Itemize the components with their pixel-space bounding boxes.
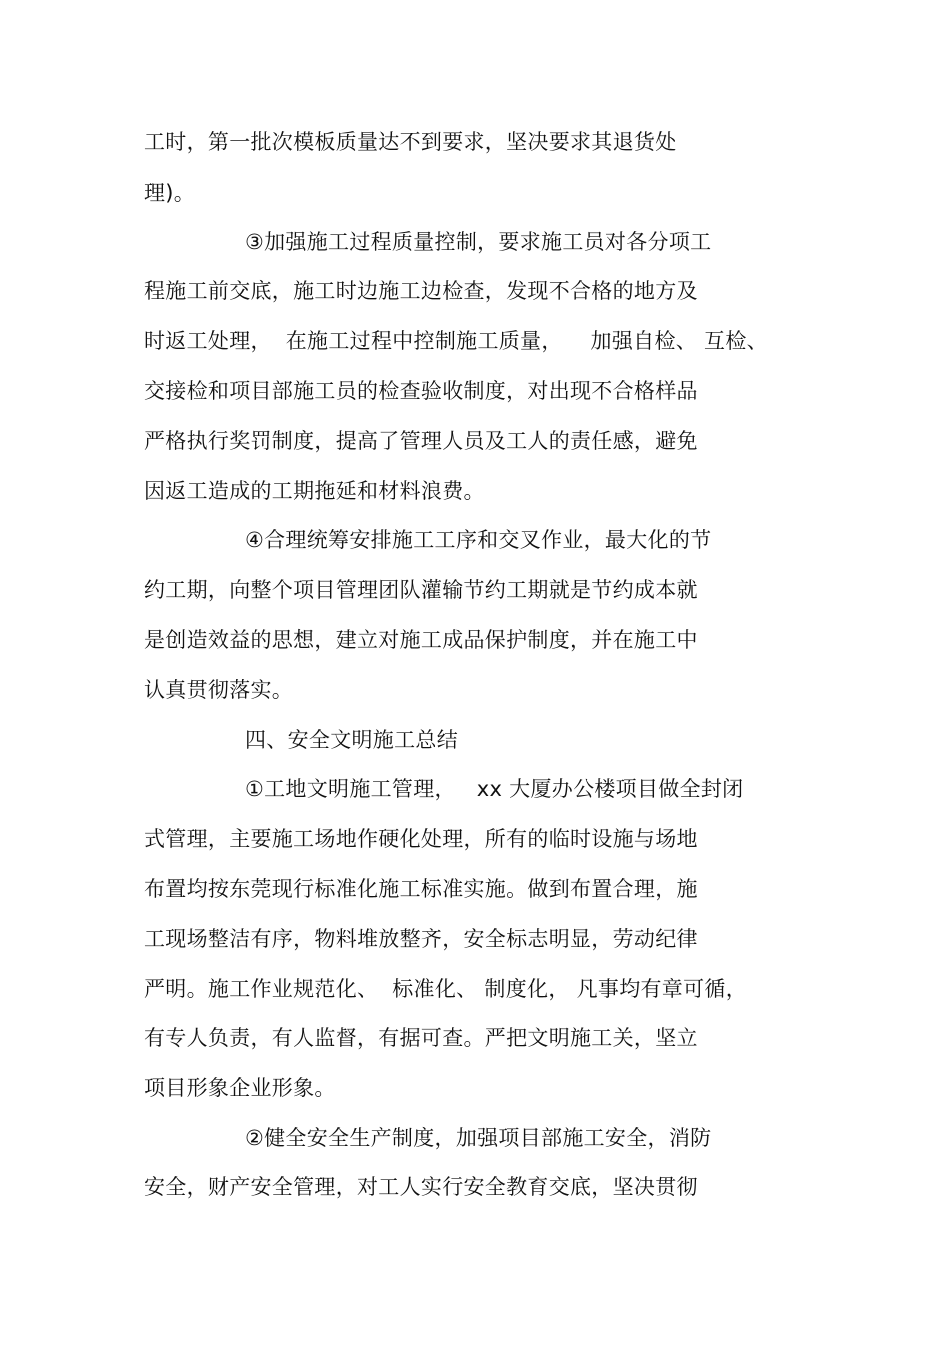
text-line: 时返工处理， 在施工过程中控制施工质量， 加强自检、 互检、 — [144, 329, 768, 353]
text-line: 严格执行奖罚制度，提高了管理人员及工人的责任感，避免 — [144, 429, 698, 453]
text-line: 是创造效益的思想，建立对施工成品保护制度，并在施工中 — [144, 628, 698, 652]
text-line: 因返工造成的工期拖延和材料浪费。 — [144, 479, 485, 503]
text-line: 理)。 — [144, 181, 196, 205]
text-line: 式管理，主要施工场地作硬化处理，所有的临时设施与场地 — [144, 827, 698, 851]
text-line: 严明。施工作业规范化、 标准化、 制度化， 凡事均有章可循， — [144, 977, 747, 1001]
paragraph-start-line: ①工地文明施工管理， xx 大厦办公楼项目做全封闭 — [245, 777, 744, 801]
text-line: 项目形象企业形象。 — [144, 1076, 336, 1100]
text-line: 程施工前交底，施工时边施工边检查，发现不合格的地方及 — [144, 279, 698, 303]
text-line: 认真贯彻落实。 — [144, 678, 294, 702]
section-heading: 四、安全文明施工总结 — [245, 728, 458, 752]
paragraph-start-line: ④合理统筹安排施工工序和交叉作业，最大化的节 — [245, 528, 712, 552]
paragraph-start-line: ②健全安全生产制度，加强项目部施工安全，消防 — [245, 1126, 712, 1150]
text-line: 交接检和项目部施工员的检查验收制度，对出现不合格样品 — [144, 379, 698, 403]
text-line: 工时，第一批次模板质量达不到要求，坚决要求其退货处 — [144, 130, 677, 154]
text-line: 有专人负责，有人监督，有据可查。严把文明施工关，坚立 — [144, 1026, 698, 1050]
text-line: 布置均按东莞现行标准化施工标准实施。做到布置合理，施 — [144, 877, 698, 901]
text-line: 安全，财产安全管理，对工人实行安全教育交底，坚决贯彻 — [144, 1175, 698, 1199]
paragraph-start-line: ③加强施工过程质量控制，要求施工员对各分项工 — [245, 230, 712, 254]
text-line: 工现场整洁有序，物料堆放整齐，安全标志明显，劳动纪律 — [144, 927, 698, 951]
text-line: 约工期，向整个项目管理团队灌输节约工期就是节约成本就 — [144, 578, 698, 602]
